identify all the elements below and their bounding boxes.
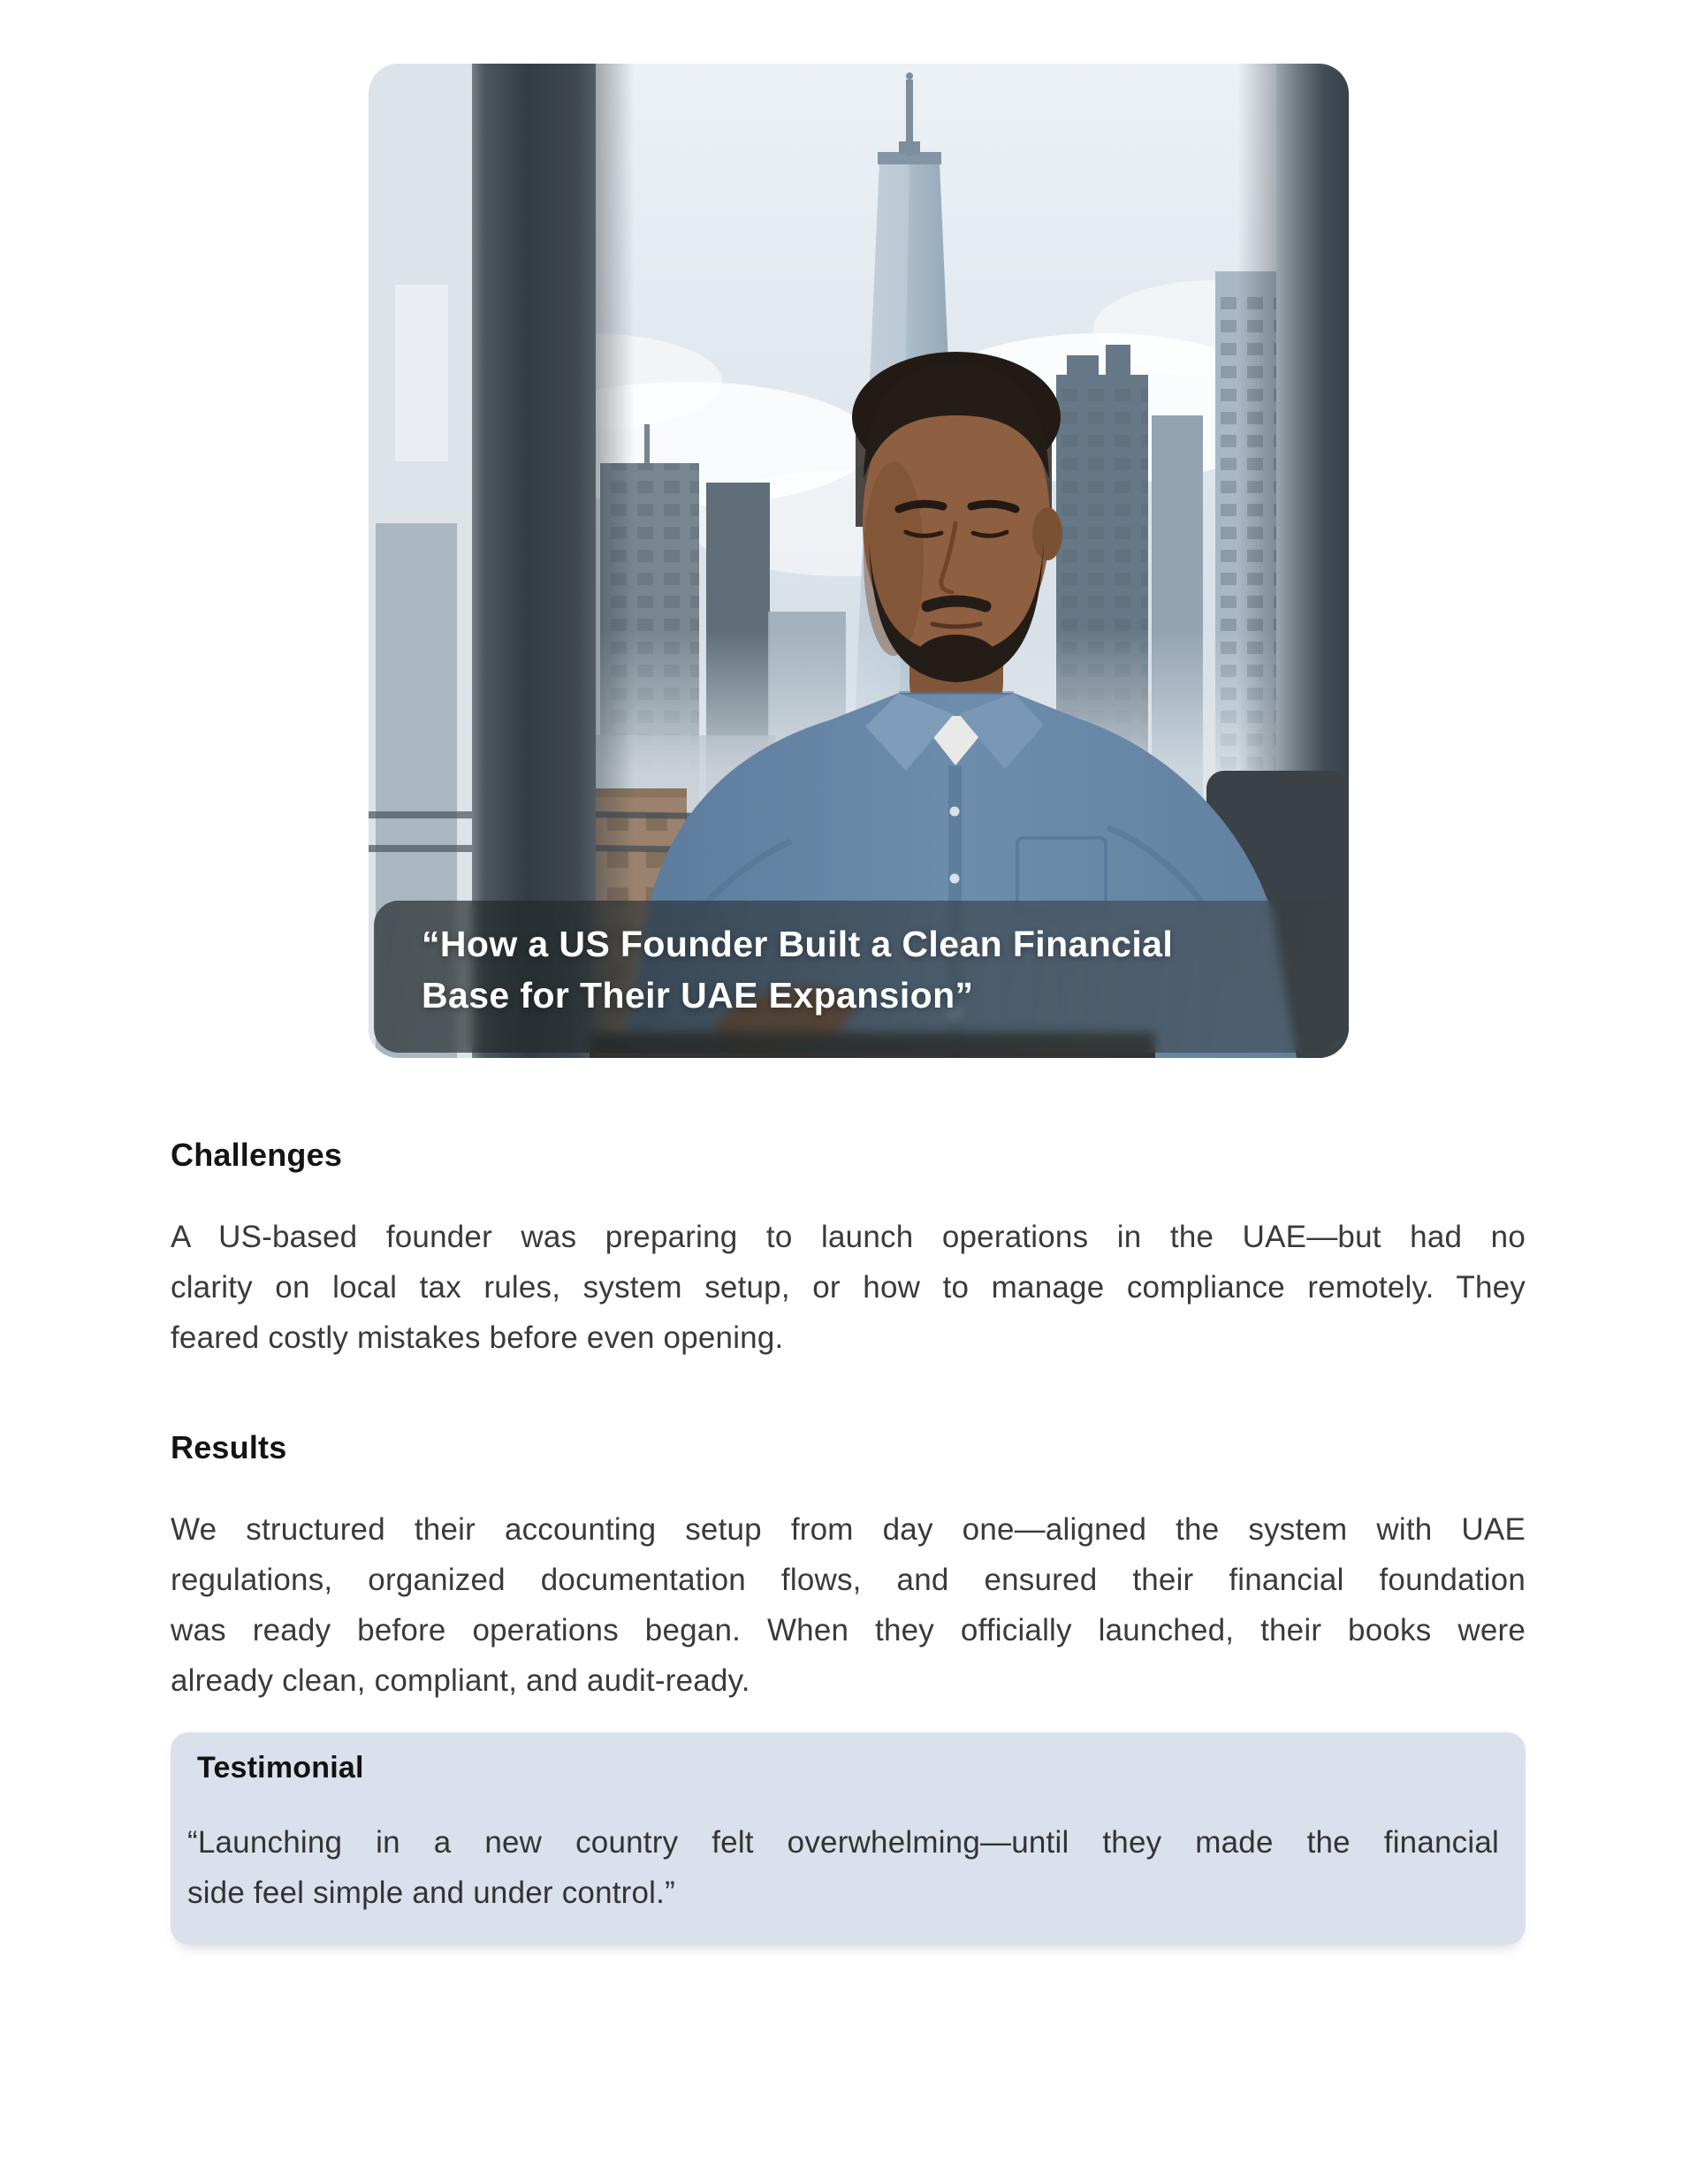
challenges-heading: Challenges [171,1137,343,1173]
text-line: clarity on local tax rules, system setup, or how to manage compliance remotely. They [171,1270,1526,1305]
text-line: already clean, compliant, and audit-ready. [171,1663,750,1698]
hero-caption-line2: Base for Their UAE Expansion” [422,975,974,1016]
hero-caption-overlay [374,901,1343,1053]
challenges-paragraph [171,1212,1526,1363]
testimonial-card [171,1732,1526,1944]
testimonial-heading: Testimonial [197,1751,364,1784]
text-line: side feel simple and under control.” [187,1876,675,1910]
text-line: was ready before operations began. When they officially launched, their books were [171,1613,1526,1648]
text-line: A US-based founder was preparing to launch operations in the UAE—but had no [171,1220,1526,1254]
case-study-page [0,64,1697,1944]
text-line: regulations, organized documentation flows, and ensured their financial foundation [171,1563,1526,1597]
text-line: feared costly mistakes before even opening. [171,1320,784,1355]
testimonial-quote [187,1817,1499,1918]
hero-caption-line1: “How a US Founder Built a Clean Financial [422,924,1174,964]
results-heading: Results [171,1429,287,1465]
case-study-content [171,1136,1526,1944]
results-paragraph [171,1504,1526,1706]
hero-image [369,64,1349,1058]
text-line: We structured their accounting setup from day one—aligned the system with UAE [171,1512,1526,1547]
text-line: “Launching in a new country felt overwhelming—until they made the financial [187,1825,1499,1860]
